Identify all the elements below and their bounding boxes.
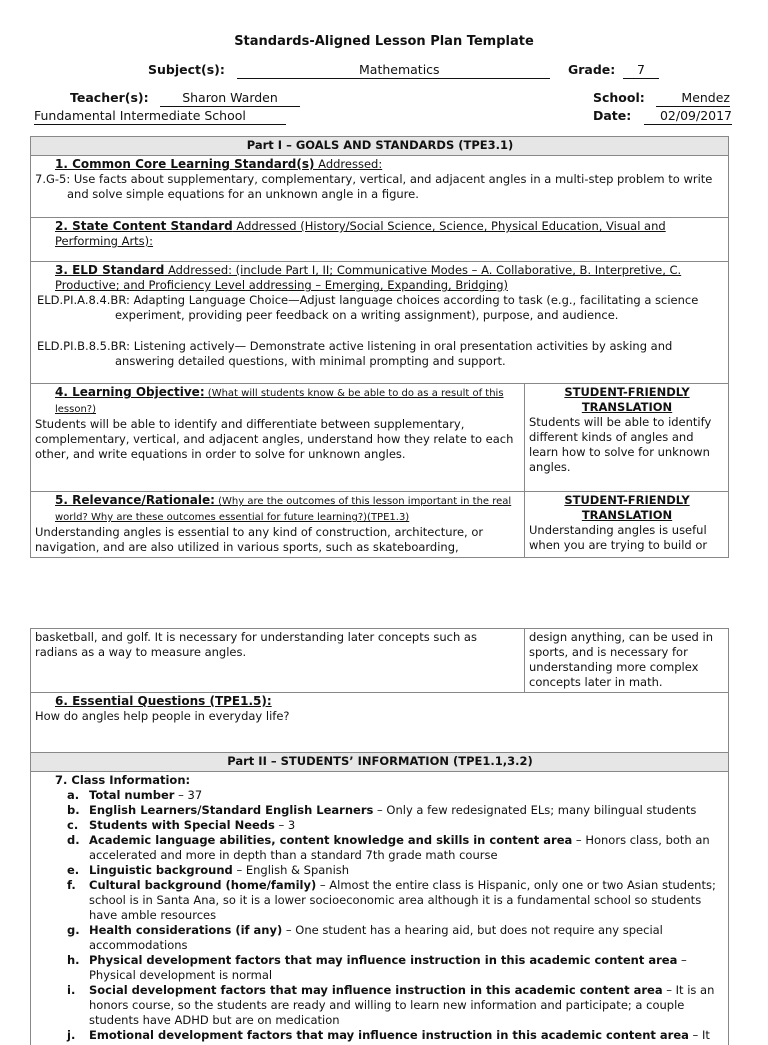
list-item: g. Health considerations (if any) – One student has a hearing aid, but does not require any special accommodations [55, 923, 725, 953]
section-common-core [31, 156, 729, 218]
eld-standard-2: ELD.PI.B.8.5.BR: Listening actively— Demonstrate active listening in oral presentation activities by asking and answering detailed questions, with minimal prompting and support. [35, 339, 725, 369]
section6-body: How do angles help people in everyday life? [35, 709, 725, 724]
part1-heading: Part I – GOALS AND STANDARDS (TPE3.1) [31, 137, 729, 156]
section5-note: (Why are the outcomes of this lesson important in the real world? Why are these outcomes essential for future learning?)(TPE1.3) [55, 496, 511, 523]
list-item: j. Emotional development factors that may influence instruction in this academic content area – It [55, 1028, 725, 1043]
section5-title: 5. Relevance/Rationale: [55, 493, 215, 507]
school-name-continued: Fundamental Intermediate School [34, 108, 286, 125]
list-item: b. English Learners/Standard English Learners – Only a few redesignated ELs; many bilingual students [55, 803, 725, 818]
date-value: 02/09/2017 [644, 108, 732, 125]
section1-suffix: Addressed: [315, 157, 383, 171]
section-relevance [31, 492, 525, 558]
translation-label-2: STUDENT-FRIENDLY TRANSLATION [529, 493, 725, 523]
document-title: Standards-Aligned Lesson Plan Template [0, 34, 768, 49]
subject-field [237, 62, 550, 79]
section2-title: 2. State Content Standard [55, 219, 233, 233]
date-label: Date: [593, 108, 631, 123]
section1-body: 7.G-5: Use facts about supplementary, complementary, vertical, and adjacent angles in a multi-step problem to write and solve simple equations for an unknown angle in a figure. [35, 172, 725, 202]
grade-label: Grade: [568, 62, 615, 77]
relevance-translation-continued: design anything, can be used in sports, and is necessary for understanding more complex concepts later in math. [525, 629, 729, 693]
list-item: h. Physical development factors that may influence instruction in this academic content area – Physical development is normal [55, 953, 725, 983]
school-label: School: [593, 90, 645, 105]
list-item: d. Academic language abilities, content knowledge and skills in content area – Honors class, both an accelerated and more in depth than a standard 7th grade math course [55, 833, 725, 863]
teacher-value: Sharon Warden [160, 90, 300, 107]
section3-title: 3. ELD Standard [55, 263, 164, 277]
section7-title: 7. Class Information: [35, 773, 725, 788]
list-item: a. Total number – 37 [55, 788, 725, 803]
section-class-information [31, 772, 729, 1045]
list-item: e. Linguistic background – English & Spanish [55, 863, 725, 878]
section-state-standard [31, 218, 729, 262]
section5-body: Understanding angles is essential to any kind of construction, architecture, or navigation, and are also utilized in various sports, such as skateboarding, [35, 525, 521, 555]
relevance-translation-body: Understanding angles is useful when you are trying to build or [529, 523, 725, 553]
section-essential-questions [31, 693, 729, 753]
section4-note: (What will students know & be able to do as a result of this lesson?) [55, 388, 504, 415]
grade-value: 7 [623, 62, 659, 79]
section4-title: 4. Learning Objective: [55, 385, 205, 399]
list-item: f. Cultural background (home/family) – Almost the entire class is Hispanic, only one or two Asian students; school is in Santa Ana, so it is a lower socioeconomic area although it is a fundamental school so students have amble resources [55, 878, 725, 923]
page2-table [30, 628, 729, 1045]
eld-standard-1: ELD.PI.A.8.4.BR: Adapting Language Choice—Adjust language choices according to task (e.g., facilitating a science experiment, providing peer feedback on a writing assignment), purpose, and audience. [35, 293, 725, 323]
section2-suffix: Addressed (History/Social Science, Science, Physical Education, Visual and Performing Arts): [55, 219, 666, 248]
school-value: Mendez [656, 90, 730, 107]
objective-translation [525, 384, 729, 492]
section3-suffix: Addressed: (include Part I, II; Communicative Modes – A. Collaborative, B. Interpretive, C. Productive; and Proficiency Level addressing – Emerging, Expanding, Bridging) [55, 263, 681, 292]
section1-title: 1. Common Core Learning Standard(s) [55, 157, 315, 171]
translation-label: STUDENT-FRIENDLY TRANSLATION [529, 385, 725, 415]
section6-title: 6. Essential Questions (TPE1.5): [55, 694, 272, 708]
subject-value: Mathematics [359, 62, 440, 77]
relevance-continued: basketball, and golf. It is necessary for understanding later concepts such as radians as a way to measure angles. [31, 629, 525, 693]
section-eld-standard [31, 262, 729, 384]
translation-body: Students will be able to identify different kinds of angles and learn how to solve for unknown angles. [529, 415, 725, 475]
section-learning-objective [31, 384, 525, 492]
list-item: i. Social development factors that may influence instruction in this academic content area – It is an honors course, so the students are ready and willing to learn new information and participate; a couple students have ADHD but are on medication [55, 983, 725, 1028]
section4-body: Students will be able to identify and differentiate between supplementary, complementary, vertical, and adjacent angles, understand how they relate to each other, and write equations in order to solve for unknown angles. [35, 417, 521, 462]
list-item: c. Students with Special Needs – 3 [55, 818, 725, 833]
teacher-label: Teacher(s): [70, 90, 149, 105]
class-info-list [35, 788, 725, 1043]
part1-table [30, 136, 729, 558]
relevance-translation [525, 492, 729, 558]
subject-label: Subject(s): [148, 62, 225, 77]
part2-heading: Part II – STUDENTS’ INFORMATION (TPE1.1,3.2) [31, 753, 729, 772]
